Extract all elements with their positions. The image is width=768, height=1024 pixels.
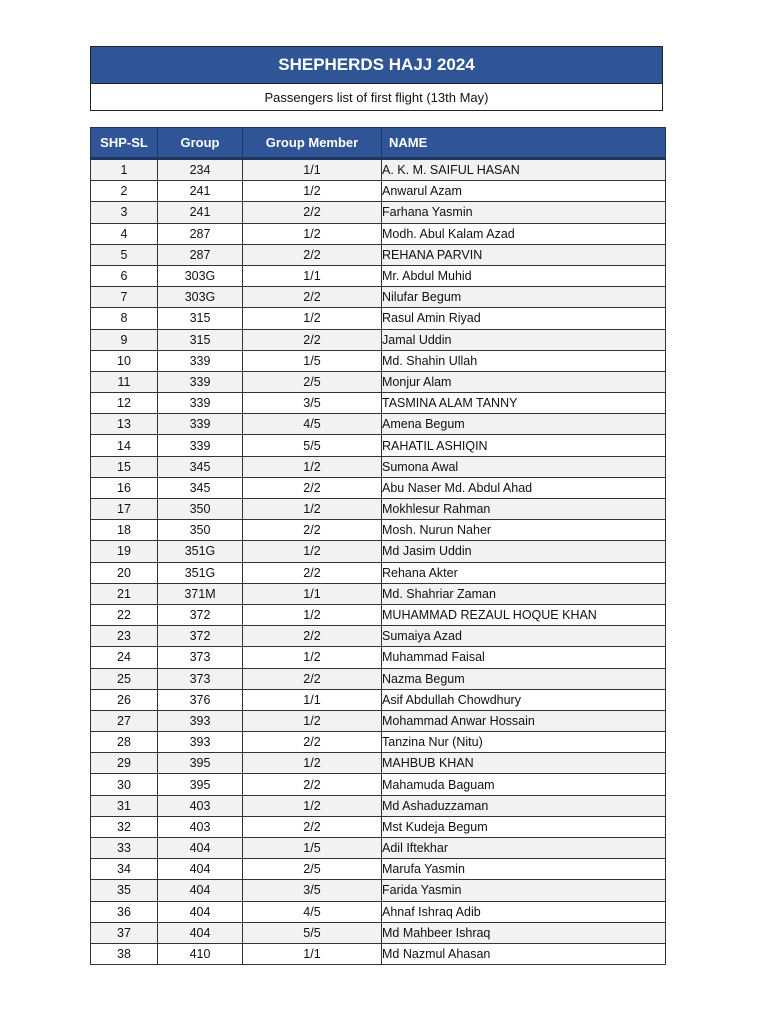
cell-group-member: 1/2: [243, 499, 382, 520]
cell-shp-sl: 9: [91, 329, 158, 350]
column-header-group-member: Group Member: [243, 128, 382, 159]
cell-name: MUHAMMAD REZAUL HOQUE KHAN: [382, 604, 666, 625]
cell-group: 339: [158, 371, 243, 392]
table-row: [91, 202, 666, 223]
cell-group: 350: [158, 520, 243, 541]
cell-shp-sl: 8: [91, 308, 158, 329]
cell-name: Ahnaf Ishraq Adib: [382, 901, 666, 922]
cell-shp-sl: 2: [91, 181, 158, 202]
cell-name: Tanzina Nur (Nitu): [382, 732, 666, 753]
cell-name: Md Ashaduzzaman: [382, 795, 666, 816]
cell-shp-sl: 28: [91, 732, 158, 753]
cell-name: Mr. Abdul Muhid: [382, 265, 666, 286]
cell-name: REHANA PARVIN: [382, 244, 666, 265]
cell-name: Abu Naser Md. Abdul Ahad: [382, 477, 666, 498]
cell-group-member: 2/2: [243, 287, 382, 308]
table-row: [91, 732, 666, 753]
cell-group: 315: [158, 308, 243, 329]
table-row: [91, 583, 666, 604]
table-row: [91, 880, 666, 901]
table-row: [91, 181, 666, 202]
cell-group-member: 2/2: [243, 626, 382, 647]
table-row: [91, 668, 666, 689]
cell-shp-sl: 18: [91, 520, 158, 541]
cell-group-member: 1/1: [243, 583, 382, 604]
cell-group: 373: [158, 668, 243, 689]
cell-name: Modh. Abul Kalam Azad: [382, 223, 666, 244]
cell-group: 372: [158, 604, 243, 625]
cell-group-member: 1/1: [243, 689, 382, 710]
cell-group-member: 1/2: [243, 223, 382, 244]
table-row: [91, 287, 666, 308]
table-header-row: [91, 128, 666, 159]
table-row: [91, 520, 666, 541]
cell-group: 339: [158, 414, 243, 435]
table-row: [91, 710, 666, 731]
table-row: [91, 329, 666, 350]
cell-name: Amena Begum: [382, 414, 666, 435]
cell-shp-sl: 10: [91, 350, 158, 371]
cell-shp-sl: 35: [91, 880, 158, 901]
table-row: [91, 922, 666, 943]
cell-shp-sl: 4: [91, 223, 158, 244]
cell-shp-sl: 22: [91, 604, 158, 625]
table-row: [91, 689, 666, 710]
cell-group: 404: [158, 901, 243, 922]
cell-group: 376: [158, 689, 243, 710]
cell-shp-sl: 33: [91, 838, 158, 859]
table-row: [91, 753, 666, 774]
cell-group: 395: [158, 753, 243, 774]
cell-group-member: 1/5: [243, 350, 382, 371]
cell-shp-sl: 17: [91, 499, 158, 520]
table-row: [91, 901, 666, 922]
cell-name: Rasul Amin Riyad: [382, 308, 666, 329]
cell-group-member: 2/5: [243, 371, 382, 392]
cell-name: Sumona Awal: [382, 456, 666, 477]
cell-group: 371M: [158, 583, 243, 604]
cell-name: Mokhlesur Rahman: [382, 499, 666, 520]
cell-group: 241: [158, 202, 243, 223]
cell-group-member: 3/5: [243, 880, 382, 901]
table-row: [91, 859, 666, 880]
cell-group-member: 1/1: [243, 159, 382, 181]
cell-group: 403: [158, 795, 243, 816]
cell-shp-sl: 1: [91, 159, 158, 181]
cell-shp-sl: 36: [91, 901, 158, 922]
cell-shp-sl: 11: [91, 371, 158, 392]
cell-group-member: 2/5: [243, 859, 382, 880]
cell-group-member: 5/5: [243, 435, 382, 456]
cell-group-member: 1/2: [243, 308, 382, 329]
cell-name: Anwarul Azam: [382, 181, 666, 202]
cell-name: Md. Shahriar Zaman: [382, 583, 666, 604]
cell-group-member: 1/2: [243, 541, 382, 562]
cell-group-member: 1/2: [243, 456, 382, 477]
cell-group-member: 4/5: [243, 414, 382, 435]
table-row: [91, 795, 666, 816]
cell-group: 404: [158, 922, 243, 943]
cell-name: Nazma Begum: [382, 668, 666, 689]
cell-group: 234: [158, 159, 243, 181]
cell-shp-sl: 25: [91, 668, 158, 689]
column-header-shp-sl: SHP-SL: [91, 128, 158, 159]
cell-group-member: 1/1: [243, 943, 382, 964]
table-row: [91, 477, 666, 498]
cell-name: Jamal Uddin: [382, 329, 666, 350]
table-row: [91, 541, 666, 562]
table-row: [91, 159, 666, 181]
cell-name: A. K. M. SAIFUL HASAN: [382, 159, 666, 181]
cell-shp-sl: 13: [91, 414, 158, 435]
cell-group: 393: [158, 732, 243, 753]
cell-group: 351G: [158, 562, 243, 583]
cell-group-member: 2/2: [243, 202, 382, 223]
cell-shp-sl: 30: [91, 774, 158, 795]
table-row: [91, 562, 666, 583]
cell-group-member: 1/2: [243, 647, 382, 668]
column-header-name: NAME: [382, 128, 666, 159]
cell-name: TASMINA ALAM TANNY: [382, 393, 666, 414]
cell-group: 404: [158, 859, 243, 880]
cell-shp-sl: 34: [91, 859, 158, 880]
cell-group: 315: [158, 329, 243, 350]
cell-name: Farida Yasmin: [382, 880, 666, 901]
cell-group-member: 2/2: [243, 329, 382, 350]
cell-group: 395: [158, 774, 243, 795]
cell-name: Monjur Alam: [382, 371, 666, 392]
cell-name: Adil Iftekhar: [382, 838, 666, 859]
document-header: [90, 46, 663, 111]
cell-shp-sl: 7: [91, 287, 158, 308]
table-row: [91, 499, 666, 520]
cell-group: 339: [158, 350, 243, 371]
cell-name: Md Jasim Uddin: [382, 541, 666, 562]
cell-group-member: 2/2: [243, 520, 382, 541]
cell-name: Sumaiya Azad: [382, 626, 666, 647]
cell-name: RAHATIL ASHIQIN: [382, 435, 666, 456]
cell-group: 339: [158, 393, 243, 414]
cell-shp-sl: 12: [91, 393, 158, 414]
table-row: [91, 774, 666, 795]
cell-group: 372: [158, 626, 243, 647]
cell-shp-sl: 27: [91, 710, 158, 731]
cell-name: Farhana Yasmin: [382, 202, 666, 223]
cell-group: 345: [158, 456, 243, 477]
table-row: [91, 350, 666, 371]
cell-group-member: 3/5: [243, 393, 382, 414]
table-row: [91, 414, 666, 435]
cell-group: 303G: [158, 287, 243, 308]
table-row: [91, 393, 666, 414]
cell-shp-sl: 15: [91, 456, 158, 477]
page-title: SHEPHERDS HAJJ 2024: [91, 47, 662, 84]
cell-shp-sl: 3: [91, 202, 158, 223]
table-row: [91, 244, 666, 265]
cell-name: Rehana Akter: [382, 562, 666, 583]
page-subtitle: Passengers list of first flight (13th May): [91, 84, 662, 110]
cell-group-member: 1/2: [243, 753, 382, 774]
cell-name: Md. Shahin Ullah: [382, 350, 666, 371]
cell-group: 393: [158, 710, 243, 731]
cell-group-member: 1/2: [243, 181, 382, 202]
table-row: [91, 456, 666, 477]
cell-shp-sl: 16: [91, 477, 158, 498]
cell-group-member: 5/5: [243, 922, 382, 943]
cell-group-member: 2/2: [243, 732, 382, 753]
cell-group: 404: [158, 880, 243, 901]
table-row: [91, 265, 666, 286]
cell-shp-sl: 23: [91, 626, 158, 647]
cell-shp-sl: 20: [91, 562, 158, 583]
cell-group-member: 1/2: [243, 795, 382, 816]
cell-name: MAHBUB KHAN: [382, 753, 666, 774]
cell-shp-sl: 14: [91, 435, 158, 456]
cell-name: Asif Abdullah Chowdhury: [382, 689, 666, 710]
cell-shp-sl: 29: [91, 753, 158, 774]
table-row: [91, 223, 666, 244]
table-row: [91, 943, 666, 964]
cell-shp-sl: 21: [91, 583, 158, 604]
cell-name: Md Mahbeer Ishraq: [382, 922, 666, 943]
passenger-table: [90, 127, 666, 965]
cell-group: 339: [158, 435, 243, 456]
cell-group: 350: [158, 499, 243, 520]
cell-name: Mst Kudeja Begum: [382, 816, 666, 837]
table-row: [91, 647, 666, 668]
cell-group: 403: [158, 816, 243, 837]
cell-group-member: 4/5: [243, 901, 382, 922]
cell-shp-sl: 6: [91, 265, 158, 286]
cell-name: Muhammad Faisal: [382, 647, 666, 668]
cell-group-member: 2/2: [243, 668, 382, 689]
table-row: [91, 435, 666, 456]
cell-shp-sl: 19: [91, 541, 158, 562]
cell-group-member: 2/2: [243, 816, 382, 837]
cell-group-member: 1/2: [243, 710, 382, 731]
cell-shp-sl: 38: [91, 943, 158, 964]
cell-group: 287: [158, 223, 243, 244]
cell-group: 404: [158, 838, 243, 859]
cell-group: 345: [158, 477, 243, 498]
column-header-group: Group: [158, 128, 243, 159]
cell-shp-sl: 31: [91, 795, 158, 816]
cell-shp-sl: 5: [91, 244, 158, 265]
cell-group-member: 1/1: [243, 265, 382, 286]
cell-group: 287: [158, 244, 243, 265]
table-body: [91, 159, 666, 965]
table-header: [91, 128, 666, 159]
table-row: [91, 308, 666, 329]
cell-shp-sl: 24: [91, 647, 158, 668]
cell-name: Mohammad Anwar Hossain: [382, 710, 666, 731]
table-row: [91, 838, 666, 859]
cell-group: 351G: [158, 541, 243, 562]
cell-group: 410: [158, 943, 243, 964]
cell-name: Mosh. Nurun Naher: [382, 520, 666, 541]
cell-shp-sl: 26: [91, 689, 158, 710]
cell-group-member: 2/2: [243, 774, 382, 795]
cell-group-member: 1/5: [243, 838, 382, 859]
cell-group-member: 2/2: [243, 562, 382, 583]
cell-name: Mahamuda Baguam: [382, 774, 666, 795]
cell-group: 241: [158, 181, 243, 202]
cell-group-member: 2/2: [243, 244, 382, 265]
cell-group: 373: [158, 647, 243, 668]
cell-name: Nilufar Begum: [382, 287, 666, 308]
table-row: [91, 626, 666, 647]
cell-name: Marufa Yasmin: [382, 859, 666, 880]
cell-group-member: 2/2: [243, 477, 382, 498]
table-row: [91, 604, 666, 625]
cell-name: Md Nazmul Ahasan: [382, 943, 666, 964]
cell-shp-sl: 32: [91, 816, 158, 837]
table-row: [91, 816, 666, 837]
cell-shp-sl: 37: [91, 922, 158, 943]
cell-group-member: 1/2: [243, 604, 382, 625]
table-row: [91, 371, 666, 392]
cell-group: 303G: [158, 265, 243, 286]
